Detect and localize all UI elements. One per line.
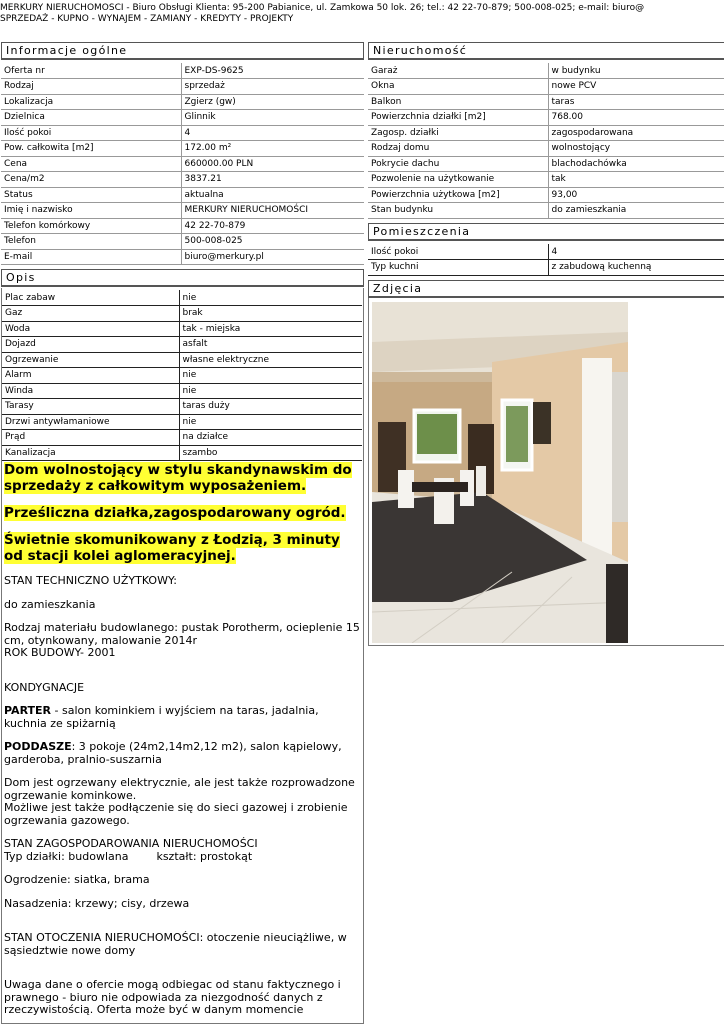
row-value: nie <box>179 414 362 430</box>
interior-photo-image <box>372 302 628 643</box>
row-label: Woda <box>2 321 179 337</box>
row-value: do zamieszkania <box>548 203 724 219</box>
row-label: Lokalizacja <box>1 94 181 110</box>
row-label: Plac zabaw <box>2 290 179 306</box>
desc-paragraph: Ogrodzenie: siatka, brama <box>4 873 150 886</box>
highlight-3: Świetnie skomunikowany z Łodzią, 3 minuty od stacji kolei aglomeracyjnej. <box>4 532 340 564</box>
row-label: Prąd <box>2 430 179 446</box>
property-photo[interactable] <box>372 302 628 643</box>
table-row <box>368 187 724 203</box>
table-row <box>1 110 364 126</box>
row-value: EXP-DS-9625 <box>181 63 364 79</box>
row-label: Pow. całkowita [m2] <box>1 141 181 157</box>
table-row <box>1 187 364 203</box>
row-value: 768.00 <box>548 110 724 126</box>
row-label: Balkon <box>368 94 548 110</box>
row-label: Ilość pokoi <box>368 244 548 260</box>
desc-line: ROK BUDOWY- 2001 <box>4 646 116 659</box>
row-label: Zagosp. działki <box>368 125 548 141</box>
table-row <box>1 172 364 188</box>
row-value: taras <box>548 94 724 110</box>
row-value: 172.00 m² <box>181 141 364 157</box>
table-row <box>1 79 364 95</box>
parter-text: - salon kominkiem i wyjściem na taras, jadalnia, kuchnia ze spiżarnią <box>4 704 319 730</box>
highlight-1: Dom wolnostojący w stylu skandynawskim do sprzedaży z całkowitym wyposażeniem. <box>4 462 352 494</box>
row-label: Ilość pokoi <box>1 125 181 141</box>
row-value: asfalt <box>179 337 362 353</box>
row-value: 660000.00 PLN <box>181 156 364 172</box>
row-value: szambo <box>179 445 362 461</box>
row-value: Zgierz (gw) <box>181 94 364 110</box>
poddasze-label: PODDASZE <box>4 740 72 753</box>
row-value: nowe PCV <box>548 79 724 95</box>
table-row <box>368 244 724 260</box>
desc-paragraph <box>4 838 360 863</box>
desc-line: Typ działki: budowlana kształt: prostokąt <box>4 849 253 863</box>
row-value: zagospodarowana <box>548 125 724 141</box>
table-row <box>2 290 362 306</box>
row-label: Ogrzewanie <box>2 352 179 368</box>
row-value: własne elektryczne <box>179 352 362 368</box>
row-label: Cena/m2 <box>1 172 181 188</box>
row-label: Telefon <box>1 234 181 250</box>
row-value: taras duży <box>179 399 362 415</box>
row-label: Rodzaj domu <box>368 141 548 157</box>
row-value: aktualna <box>181 187 364 203</box>
table-row <box>368 203 724 219</box>
row-label: Pokrycie dachu <box>368 156 548 172</box>
row-label: Oferta nr <box>1 63 181 79</box>
poddasze-text: : 3 pokoje (24m2,14m2,12 m2), salon kąpielowy, garderoba, pralnio-suszarnia <box>4 740 342 766</box>
row-value: tak - miejska <box>179 321 362 337</box>
table-row <box>1 156 364 172</box>
row-label: Drzwi antywłamaniowe <box>2 414 179 430</box>
section-title-general: Informacje ogólne <box>1 42 364 60</box>
row-label: Gaz <box>2 306 179 322</box>
row-label: E-mail <box>1 249 181 265</box>
table-row <box>2 445 362 461</box>
table-row <box>1 125 364 141</box>
table-row <box>1 218 364 234</box>
row-value: 42 22-70-879 <box>181 218 364 234</box>
row-value: wolnostojący <box>548 141 724 157</box>
desc-paragraph <box>4 705 360 730</box>
row-value: Glinnik <box>181 110 364 126</box>
row-value: blachodachówka <box>548 156 724 172</box>
row-label: Stan budynku <box>368 203 548 219</box>
table-row <box>368 172 724 188</box>
desc-line: Rodzaj materiału budowlanego: pustak Porotherm, ocieplenie 15 cm, otynkowany, malowanie 2014r <box>4 621 360 647</box>
desc-paragraph: STAN OTOCZENIA NIERUCHOMOŚCI: otoczenie nieuciążliwe, w sąsiedztwie nowe domy <box>4 931 347 957</box>
table-row <box>2 383 362 399</box>
table-row <box>368 141 724 157</box>
header-contact-line: MERKURY NIERUCHOMOŚCI - Biuro Obsługi Klienta: 95-200 Pabianice, ul. Zamkowa 50 lok. 26; tel.: 42 22-70-879; 500-008-025; e-mail: biuro@ <box>0 3 645 13</box>
desc-line: Dom jest ogrzewany elektrycznie, ale jest także rozprowadzone ogrzewanie kominkowe. <box>4 776 355 802</box>
desc-paragraph: do zamieszkania <box>4 597 96 611</box>
table-row <box>2 430 362 446</box>
row-value: tak <box>548 172 724 188</box>
row-value: 93,00 <box>548 187 724 203</box>
desc-paragraph <box>4 777 360 827</box>
row-value: 500-008-025 <box>181 234 364 250</box>
table-row <box>368 63 724 79</box>
table-row <box>2 414 362 430</box>
header-services-line: SPRZEDAŻ - KUPNO - WYNAJEM - ZAMIANY - KREDYTY - PROJEKTY <box>0 14 294 24</box>
table-row <box>368 125 724 141</box>
section-title-description: Opis <box>1 269 364 287</box>
description-text <box>4 462 360 1028</box>
table-row <box>368 260 724 276</box>
desc-line: STAN ZAGOSPODAROWANIA NIERUCHOMOŚCI <box>4 837 258 850</box>
row-value: 3837.21 <box>181 172 364 188</box>
row-label: Cena <box>1 156 181 172</box>
general-info-table <box>1 63 364 265</box>
desc-paragraph: KONDYGNACJE <box>4 680 85 694</box>
table-row <box>368 110 724 126</box>
row-label: Okna <box>368 79 548 95</box>
table-row <box>1 234 364 250</box>
highlight-2: Prześliczna działka,zagospodarowany ogród. <box>4 505 346 521</box>
table-row <box>2 337 362 353</box>
row-value: 4 <box>548 244 724 260</box>
row-label: Garaż <box>368 63 548 79</box>
desc-paragraph <box>4 622 360 660</box>
table-row <box>1 141 364 157</box>
table-row <box>2 352 362 368</box>
row-label: Kanalizacja <box>2 445 179 461</box>
row-value: MERKURY NIERUCHOMOŚCI <box>181 203 364 219</box>
parter-label: PARTER <box>4 704 52 717</box>
table-row <box>368 79 724 95</box>
row-label: Pozwolenie na użytkowanie <box>368 172 548 188</box>
row-label: Powierzchnia działki [m2] <box>368 110 548 126</box>
desc-paragraph: Nasadzenia: krzewy; cisy, drzewa <box>4 896 190 910</box>
row-label: Dzielnica <box>1 110 181 126</box>
property-table <box>368 63 724 219</box>
desc-paragraph: Uwaga dane o ofercie mogą odbiegac od stanu faktycznego i prawnego - biuro nie odpowiada za niezgodność danych z rzeczywistością. Oferta może być w danym momencie <box>4 978 341 1016</box>
table-row <box>2 306 362 322</box>
table-row <box>1 94 364 110</box>
table-row <box>2 321 362 337</box>
row-label: Rodzaj <box>1 79 181 95</box>
row-value: nie <box>179 383 362 399</box>
table-row <box>2 368 362 384</box>
row-value: z zabudową kuchenną <box>548 260 724 276</box>
table-row <box>368 156 724 172</box>
section-title-property: Nieruchomość <box>368 42 724 60</box>
row-label: Typ kuchni <box>368 260 548 276</box>
row-label: Status <box>1 187 181 203</box>
row-label: Tarasy <box>2 399 179 415</box>
rooms-table <box>368 244 724 276</box>
description-features-table <box>2 290 362 461</box>
row-value: sprzedaż <box>181 79 364 95</box>
row-value: w budynku <box>548 63 724 79</box>
row-value: biuro@merkury.pl <box>181 249 364 265</box>
row-label: Dojazd <box>2 337 179 353</box>
table-row <box>1 203 364 219</box>
row-label: Imię i nazwisko <box>1 203 181 219</box>
row-label: Telefon komórkowy <box>1 218 181 234</box>
table-row <box>368 94 724 110</box>
section-title-photos: Zdjęcia <box>368 280 724 298</box>
desc-paragraph <box>4 741 360 766</box>
table-row <box>1 249 364 265</box>
row-value: brak <box>179 306 362 322</box>
section-title-rooms: Pomieszczenia <box>368 223 724 241</box>
row-value: nie <box>179 290 362 306</box>
row-value: 4 <box>181 125 364 141</box>
desc-line: Możliwe jest także podłączenie się do sieci gazowej i zrobienie ogrzewania gazowego. <box>4 801 348 827</box>
row-value: na działce <box>179 430 362 446</box>
table-row <box>1 63 364 79</box>
row-label: Alarm <box>2 368 179 384</box>
row-label: Winda <box>2 383 179 399</box>
page-header <box>0 3 724 25</box>
table-row <box>2 399 362 415</box>
desc-paragraph: STAN TECHNICZNO UŻYTKOWY: <box>4 574 177 587</box>
row-label: Powierzchnia użytkowa [m2] <box>368 187 548 203</box>
row-value: nie <box>179 368 362 384</box>
